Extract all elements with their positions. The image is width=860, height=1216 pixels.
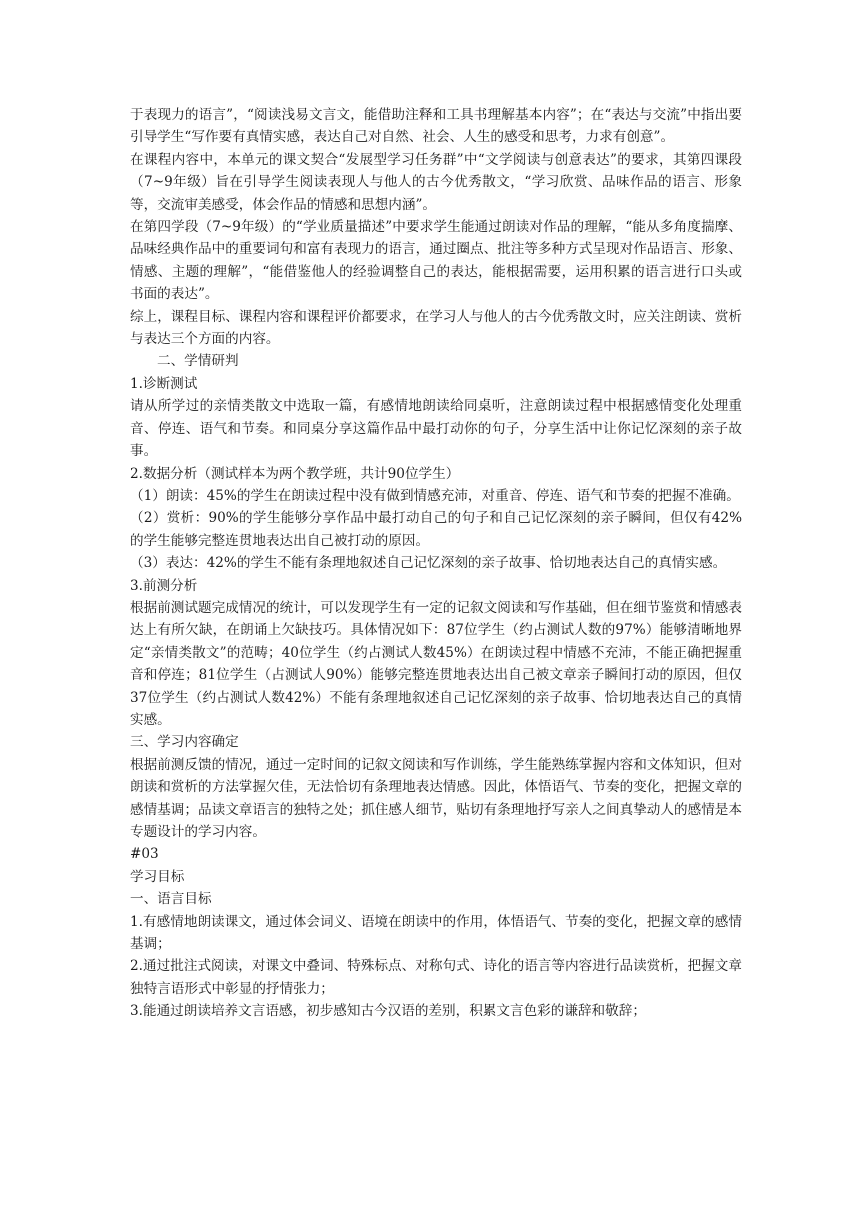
section-number: #03: [130, 846, 159, 863]
paragraph-content-determination: 根据前测反馈的情况，通过一定时间的记叙文阅读和写作训练，学生能熟练掌握内容和文体知识，但对朗读和赏析的方法掌握欠佳，无法恰切有条理地表达情感。因此，体悟语气、节奏的变化，把握文章的感情基调；品读文章语言的独特之处；抓住感人细节，贴切有条理地抒写亲人之间真挚动人的感情是本专题设计的学习内容。: [130, 756, 742, 840]
paragraph-quality-description: 在第四学段（7~9年级）的“学业质量描述”中要求学生能通过朗读对作品的理解，“能从多角度揣摩、品味经典作品中的重要词句和富有表现力的语言，通过圈点、批注等多种方式呈现对作品语言、形象、情感、主题的理解”，“能借鉴他人的经验调整自己的表达，能根据需要，运用积累的语言进行口头或书面的表达”。: [130, 219, 742, 303]
list-item-appreciation: （2）赏析：90%的学生能够分享作品中最打动自己的句子和自己记忆深刻的亲子瞬间，但仅有42%的学生能够完整连贯地表达出自己被打动的原因。: [130, 510, 742, 549]
paragraph-course-content: 在课程内容中，本单元的课文契合“发展型学习任务群”中“文学阅读与创意表达”的要求，其第四课段（7~9年级）旨在引导学生阅读表现人与他人的古今优秀散文，“学习欣赏、品味作品的语言、形象等，交流审美感受，体会作品的情感和思想内涵”。: [130, 151, 742, 213]
paragraph-curriculum-goals-cont: 于表现力的语言”，“阅读浅易文言文，能借助注释和工具书理解基本内容”；在“表达与交流”中指出要引导学生“写作要有真情实感，表达自己对自然、社会、人生的感受和思考，力求有创意”。: [130, 107, 742, 146]
subheading-data-analysis: 2.数据分析（测试样本为两个教学班，共计90位学生）: [130, 465, 460, 482]
section-heading-content-determination: 三、学习内容确定: [130, 734, 239, 751]
goal-item-2: 2.通过批注式阅读，对课文中叠词、特殊标点、对称句式、诗化的语言等内容进行品读赏析，把握文章独特言语形式中彰显的抒情张力；: [130, 958, 742, 997]
list-item-reading: （1）朗读：45%的学生在朗读过程中没有做到情感充沛，对重音、停连、语气和节奏的把握不准确。: [130, 487, 740, 504]
paragraph-summary: 综上，课程目标、课程内容和课程评价都要求，在学习人与他人的古今优秀散文时，应关注朗读、赏析与表达三个方面的内容。: [130, 308, 742, 348]
section-title-learning-goals: 学习目标: [130, 868, 185, 885]
goal-item-3: 3.能通过朗读培养文言语感，初步感知古今汉语的差别，积累文言色彩的谦辞和敬辞；: [130, 1003, 646, 1020]
section-heading-learner-analysis: 二、学情研判: [157, 353, 239, 370]
goal-item-1: 1.有感情地朗读课文，通过体会词义、语境在朗读中的作用，体悟语气、节奏的变化，把握文章的感情基调；: [130, 913, 742, 953]
subheading-language-goals: 一、语言目标: [130, 891, 212, 908]
subheading-pretest-analysis: 3.前测分析: [130, 577, 198, 594]
paragraph-diagnostic-test: 请从所学过的亲情类散文中选取一篇，有感情地朗读给同桌听，注意朗读过程中根据感情变化处理重音、停连、语气和节奏。和同桌分享这篇作品中最打动你的句子，分享生活中让你记忆深刻的亲子故事。: [130, 398, 742, 460]
list-item-expression: （3）表达：42%的学生不能有条理地叙述自己记忆深刻的亲子故事、恰切地表达自己的真情实感。: [130, 555, 727, 572]
paragraph-pretest-analysis: 根据前测试题完成情况的统计，可以发现学生有一定的记叙文阅读和写作基础，但在细节鉴赏和情感表达上有所欠缺，在朗诵上欠缺技巧。具体情况如下：87位学生（约占测试人数的97%）能够清晰地界定“亲情类散文”的范畴；40位学生（约占测试人数45%）在朗读过程中情感不充沛，不能正确把握重音和停连；81位学生（占测试人90%）能够完整连贯地表达出自己被文章亲子瞬间打动的原因，但仅37位学生（约占测试人数42%）不能有条理地叙述自己记忆深刻的亲子故事、恰切地表达自己的真情实感。: [130, 599, 742, 728]
subheading-diagnostic-test: 1.诊断测试: [130, 375, 198, 392]
document-body: [130, 104, 742, 1023]
